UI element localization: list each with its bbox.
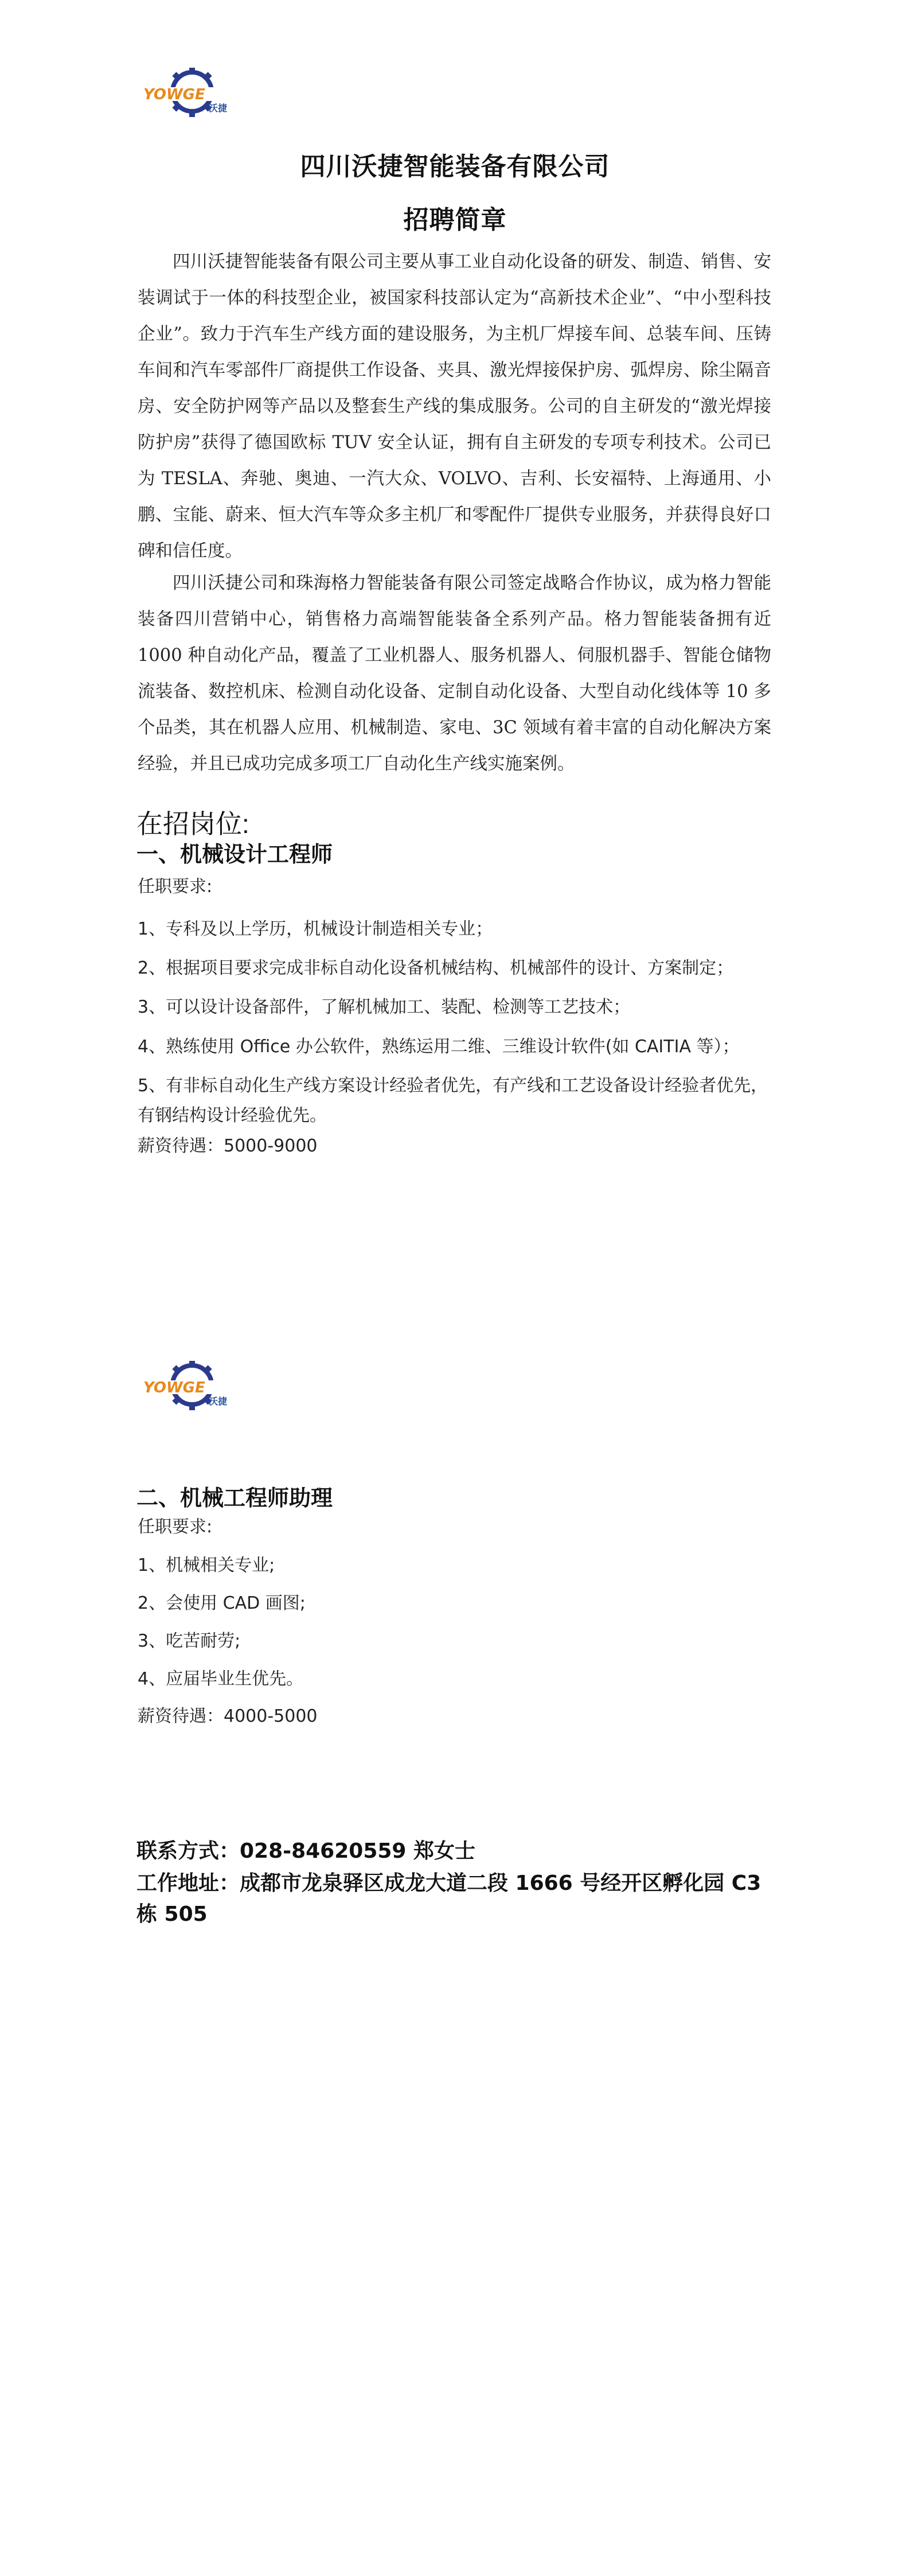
job2-requirement-item: 1、机械相关专业; bbox=[138, 1555, 275, 1575]
job1-requirement-item: 3、可以设计设备部件，了解机械加工、装配、检测等工艺技术； bbox=[138, 997, 631, 1017]
company-title: 四川沃捷智能装备有限公司 bbox=[300, 152, 610, 182]
company-logo bbox=[138, 1361, 247, 1412]
logo-brand-text: YOWGE bbox=[143, 86, 205, 103]
contact-phone: 联系方式：028-84620559 郑女士 bbox=[136, 1839, 476, 1863]
intro-paragraph-2: 四川沃捷公司和珠海格力智能装备有限公司签定战略合作协议，成为格力智能装备四川营销中心，销售格力高端智能装备全系列产品。格力智能装备拥有近 1000 种自动化产品，覆盖了工业机器人、服务机器人、伺服机器手、智能仓储物流装备、数控机床、检测自动化设备、定制自动化设备、大型自动化线体等 10 多个品类，其在机器人应用、机械制造、家电、3C 领域有着丰富的自动化解决方案经验，并且已成功完成多项工厂自动化生产线实施案例。 bbox=[138, 573, 771, 774]
job1-title: 一、机械设计工程师 bbox=[136, 842, 333, 867]
contact-address: 工作地址：成都市龙泉驿区成龙大道二段 1666 号经开区孵化园 C3 栋 505 bbox=[136, 1871, 761, 1926]
job2-salary: 薪资待遇：4000-5000 bbox=[138, 1706, 318, 1726]
job2-title: 二、机械工程师助理 bbox=[136, 1485, 333, 1511]
job1-salary: 薪资待遇：5000-9000 bbox=[138, 1136, 318, 1156]
job1-requirements-label: 任职要求: bbox=[138, 877, 213, 897]
page-subtitle: 招聘简章 bbox=[403, 205, 507, 235]
logo-brand-text: YOWGE bbox=[143, 1379, 205, 1396]
job2-requirement-item: 2、会使用 CAD 画图; bbox=[138, 1593, 306, 1613]
job2-requirement-item: 4、应届毕业生优先。 bbox=[138, 1669, 304, 1689]
logo-chinese-text: 沃捷 bbox=[209, 1396, 228, 1407]
intro-paragraph-1: 四川沃捷智能装备有限公司主要从事工业自动化设备的研发、制造、销售、安装调试于一体的科技型企业，被国家科技部认定为“高新技术企业”、“中小型科技企业”。致力于汽车生产线方面的建设服务，为主机厂焊接车间、总装车间、压铸车间和汽车零部件厂商提供工作设备、夹具、激光焊接保护房、弧焊房、除尘隔音房、安全防护网等产品以及整套生产线的集成服务。公司的自主研发的“激光焊接防护房”获得了德国欧标 TUV 安全认证，拥有自主研发的专项专利技术。公司已为 TESLA、奔驰、奥迪、一汽大众、VOLVO、吉利、长安福特、上海通用、小鹏、宝能、蔚来、恒大汽车等众多主机厂和零配件厂提供专业服务，并获得良好口碑和信任度。 bbox=[138, 252, 771, 561]
logo-chinese-text: 沃捷 bbox=[209, 103, 228, 114]
job1-requirement-item: 2、根据项目要求完成非标自动化设备机械结构、机械部件的设计、方案制定； bbox=[138, 958, 734, 978]
job2-requirement-item: 3、吃苦耐劳; bbox=[138, 1631, 241, 1651]
yowge-logo-icon bbox=[138, 68, 247, 119]
job1-requirement-item: 1、专科及以上学历，机械设计制造相关专业； bbox=[138, 919, 493, 939]
job2-requirements-label: 任职要求: bbox=[138, 1517, 213, 1537]
recruiting-heading: 在招岗位: bbox=[136, 809, 249, 839]
company-logo bbox=[138, 68, 247, 119]
job1-requirement-item: 5、有非标自动化生产线方案设计经验者优先，有产线和工艺设备设计经验者优先，有钢结构设计经验优先。 bbox=[138, 1076, 768, 1126]
job1-requirement-item: 4、熟练使用 Office 办公软件，熟练运用二维、三维设计软件(如 CAITIA 等）； bbox=[138, 1037, 740, 1057]
yowge-logo-icon bbox=[138, 1361, 247, 1412]
